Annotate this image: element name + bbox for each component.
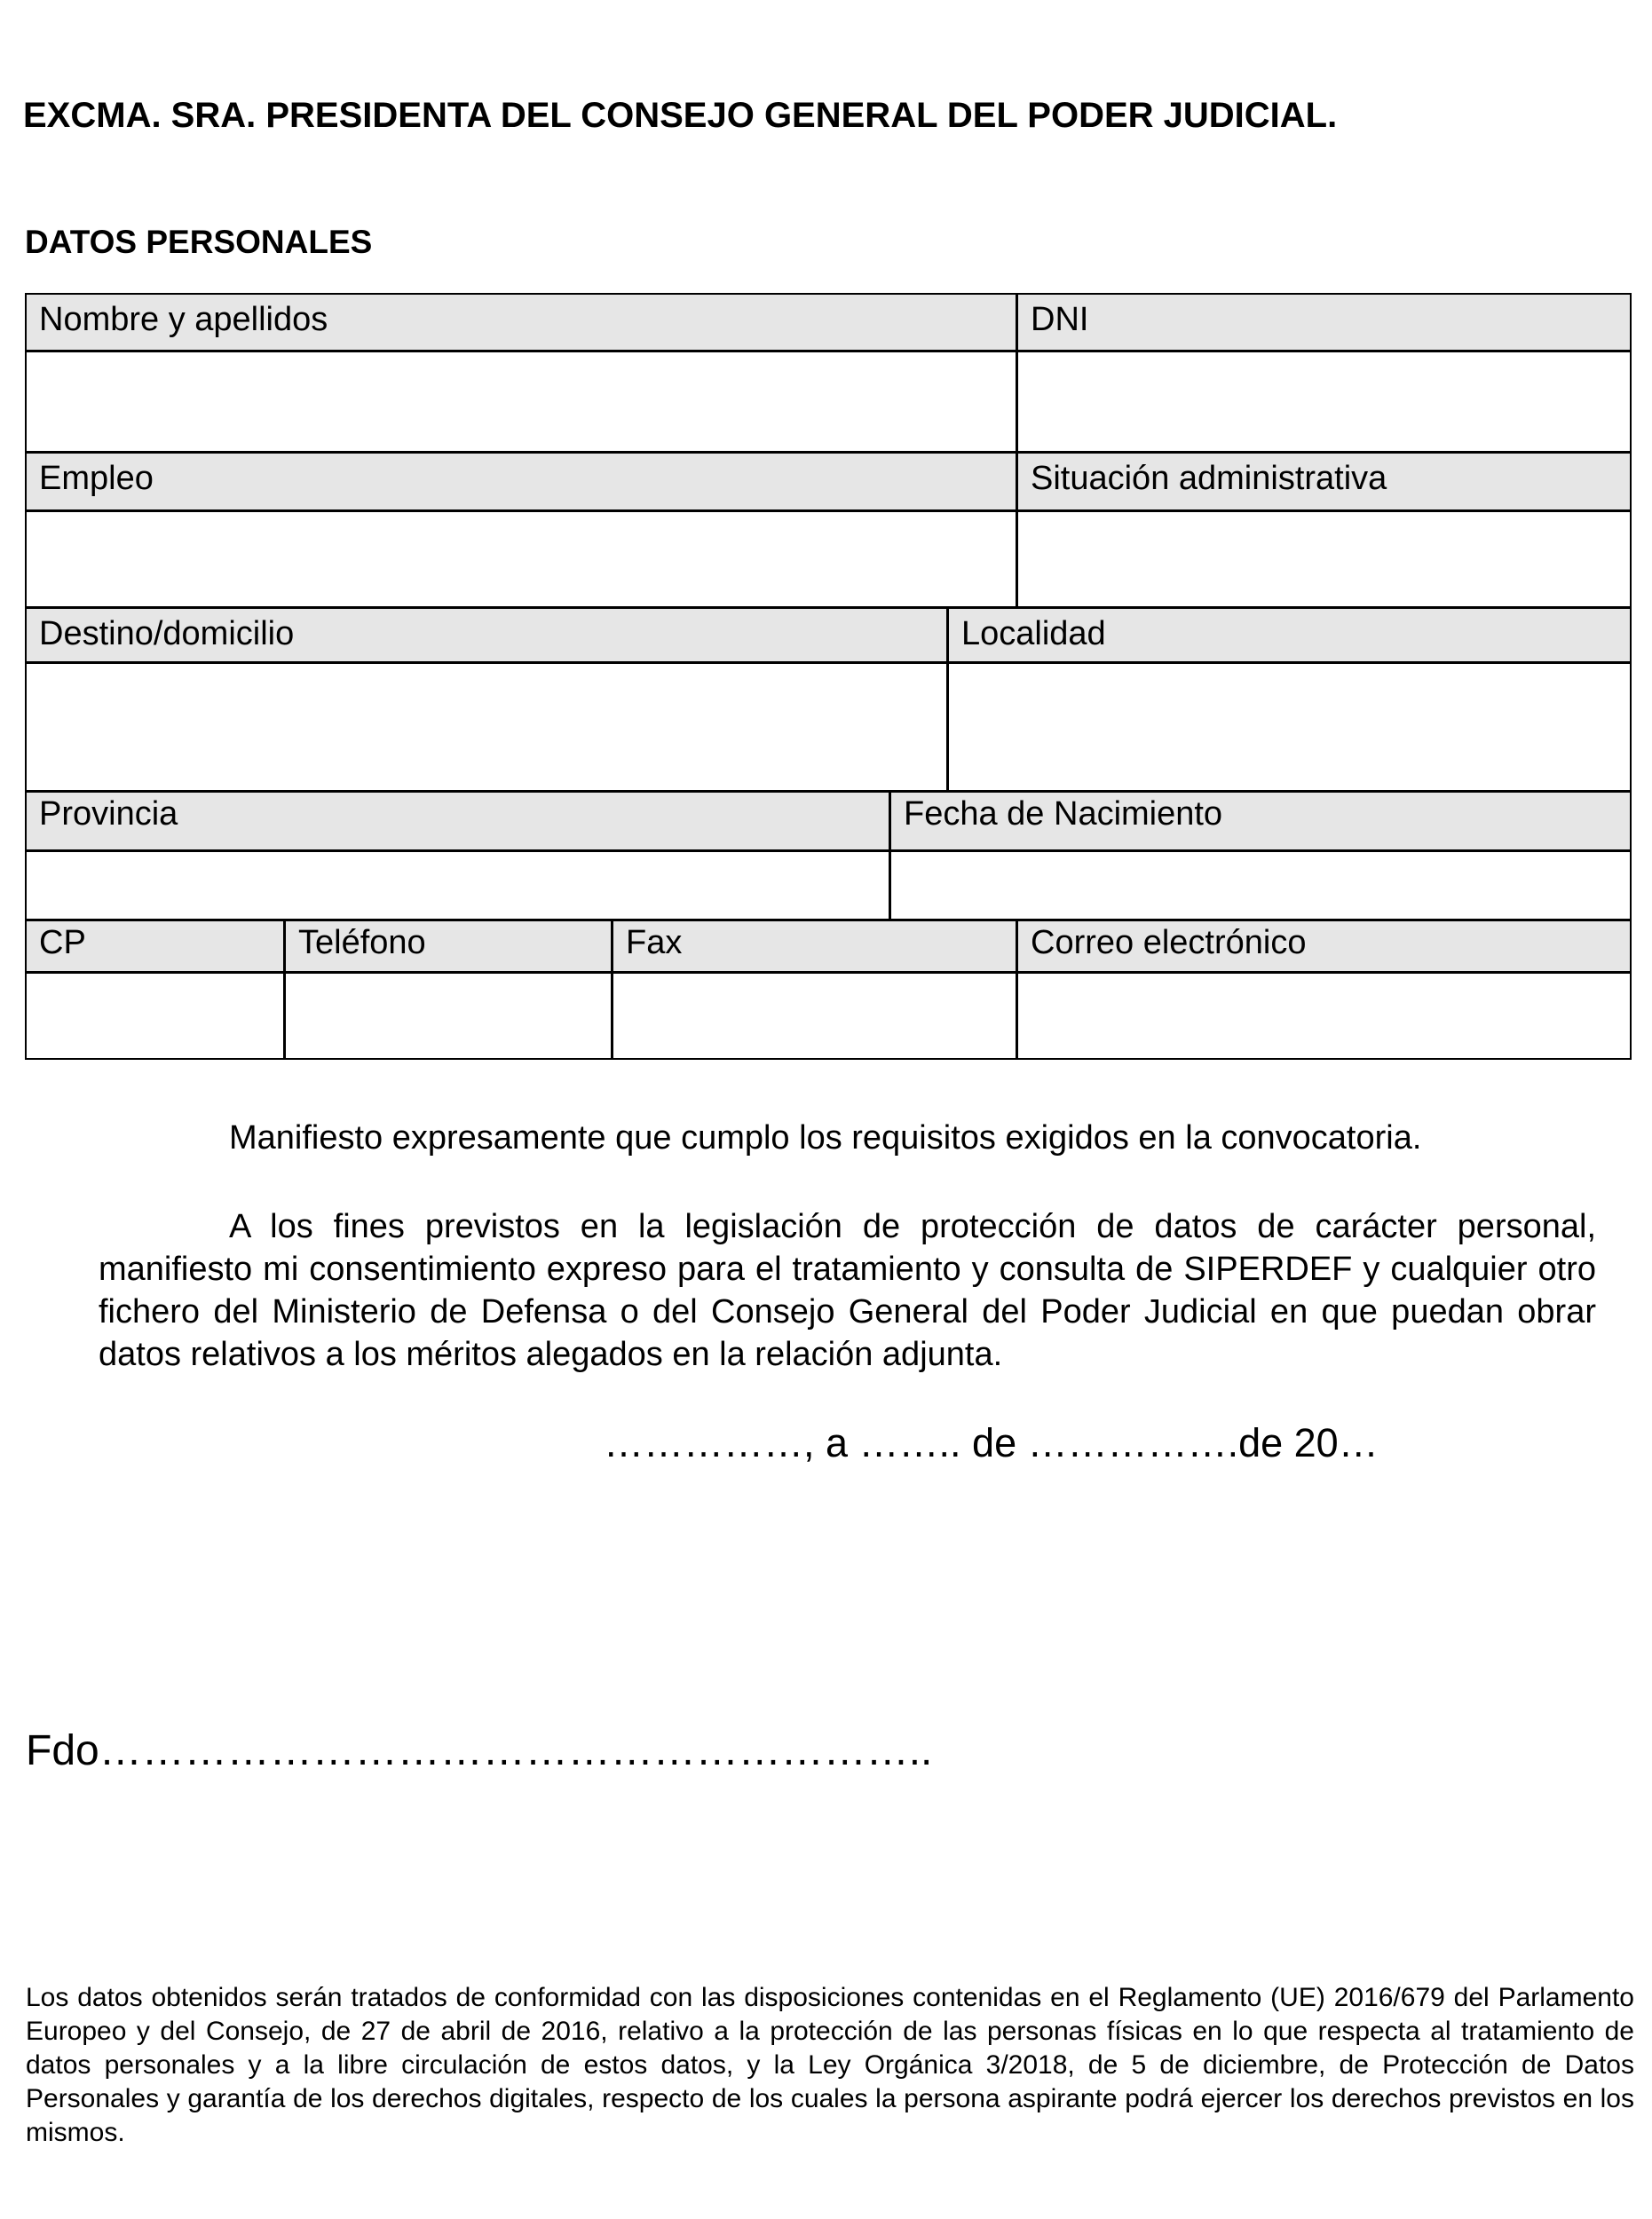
correo-field[interactable] bbox=[1016, 972, 1632, 1060]
label-cp: CP bbox=[25, 920, 285, 973]
situacion-field[interactable] bbox=[1016, 510, 1632, 608]
telefono-field[interactable] bbox=[284, 972, 613, 1060]
privacy-notice: Los datos obtenidos serán tratados de conformidad con las disposiciones contenidas en el Reglamento (UE) 2016/679 del Parlamento Europeo y del Consejo, de 27 de abril de 2016, relativo a la protección de las personas físicas en lo que respecta al tratamiento de datos personales y a la libre circulación de estos datos, y la Ley Orgánica 3/2018, de 5 de diciembre, de Protección de Datos Personales y garantía de los derechos digitales, respecto de los cuales la persona aspirante podrá ejercer los derechos previstos en los mismos. bbox=[26, 1983, 1634, 2147]
localidad-field[interactable] bbox=[947, 662, 1632, 792]
fecha-nacimiento-field[interactable] bbox=[889, 850, 1632, 920]
requirements-statement: Manifiesto expresamente que cumplo los requisitos exigidos en la convocatoria. bbox=[229, 1119, 1422, 1157]
label-localidad: Localidad bbox=[947, 607, 1632, 663]
label-provincia: Provincia bbox=[25, 791, 890, 851]
label-dni: DNI bbox=[1016, 293, 1632, 351]
label-correo: Correo electrónico bbox=[1016, 920, 1632, 973]
label-fecha-nacimiento: Fecha de Nacimiento bbox=[889, 791, 1632, 851]
label-destino: Destino/domicilio bbox=[25, 607, 948, 663]
label-situacion: Situación administrativa bbox=[1016, 452, 1632, 511]
date-line: ……………, a …….. de …………….de 20… bbox=[604, 1420, 1379, 1465]
empleo-field[interactable] bbox=[25, 510, 1017, 608]
nombre-field[interactable] bbox=[25, 351, 1017, 453]
fax-field[interactable] bbox=[612, 972, 1017, 1060]
signature-line: Fdo………………………………………………….. bbox=[26, 1727, 933, 1774]
provincia-field[interactable] bbox=[25, 850, 890, 920]
page-title: EXCMA. SRA. PRESIDENTA DEL CONSEJO GENERAL DEL PODER JUDICIAL. bbox=[23, 96, 1338, 135]
label-fax: Fax bbox=[612, 920, 1017, 973]
label-empleo: Empleo bbox=[25, 452, 1017, 511]
label-telefono: Teléfono bbox=[284, 920, 613, 973]
consent-statement: A los fines previstos en la legislación de protección de datos de carácter personal, manifiesto mi consentimiento expreso para el tratamiento y consulta de SIPERDEF y cualquier otro fichero del Ministerio de Defensa o del Consejo General del Poder Judicial en que puedan obrar datos relativos a los méritos alegados en la relación adjunta. bbox=[99, 1208, 1596, 1373]
section-title: DATOS PERSONALES bbox=[25, 224, 373, 260]
dni-field[interactable] bbox=[1016, 351, 1632, 453]
cp-field[interactable] bbox=[25, 972, 285, 1060]
destino-field[interactable] bbox=[25, 662, 948, 792]
label-nombre: Nombre y apellidos bbox=[25, 293, 1017, 351]
